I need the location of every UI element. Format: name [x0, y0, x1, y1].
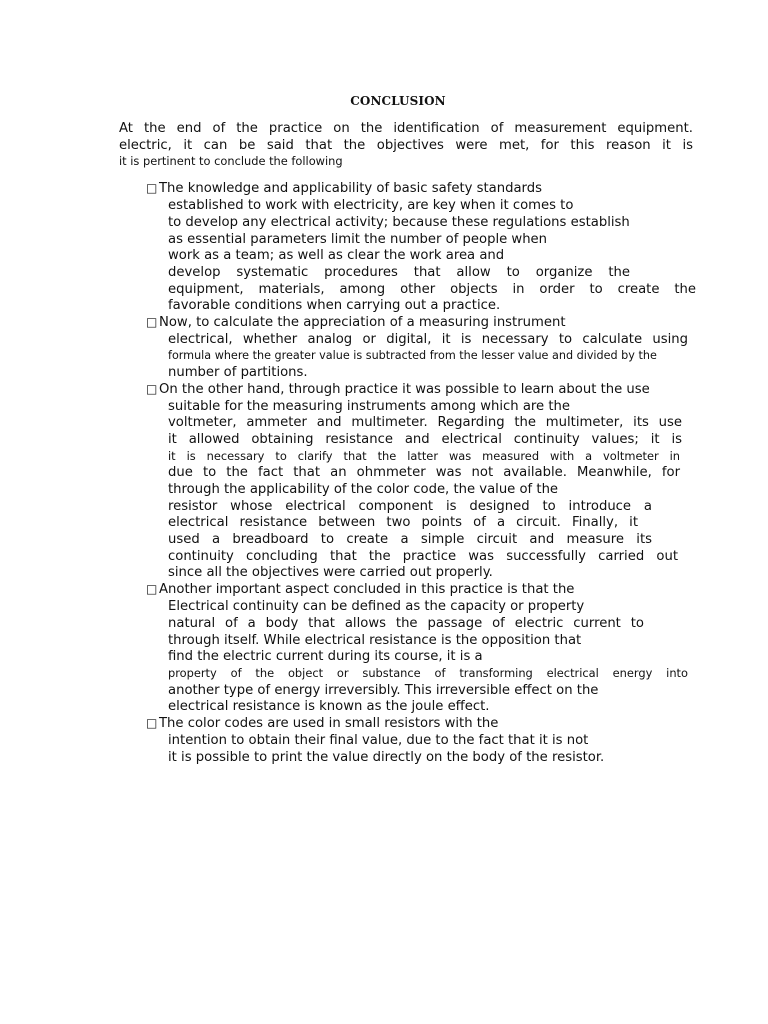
intro-line: electric, it can be said that the objectives were met, for this reason it is	[119, 138, 693, 153]
bullet-item-first-line: □ The color codes are used in small resistors with the	[146, 716, 499, 731]
bullet-item-line: due to the fact that an ohmmeter was not available. Meanwhile, for	[168, 465, 680, 480]
bullet-item-first-line: □ Now, to calculate the appreciation of a measuring instrument	[146, 315, 566, 330]
bullet-item-line: resistor whose electrical component is designed to introduce a	[168, 499, 652, 514]
bullet-item-first-line: □ Another important aspect concluded in this practice is that the	[146, 582, 575, 597]
bullet-item-line: number of partitions.	[168, 365, 308, 380]
bullet-item-line: as essential parameters limit the number of people when	[168, 232, 548, 247]
bullet-item-line: electrical, whether analog or digital, it is necessary to calculate using	[168, 332, 688, 347]
bullet-item-line: it is possible to print the value directly on the body of the resistor.	[168, 750, 605, 765]
bullet-item-line: favorable conditions when carrying out a practice.	[168, 298, 501, 313]
page-title: CONCLUSION	[350, 94, 446, 108]
bullet-item-line: formula where the greater value is subtracted from the lesser value and divided by the	[168, 349, 657, 362]
intro-line: At the end of the practice on the identification of measurement equipment.	[119, 121, 693, 136]
bullet-item-line: to develop any electrical activity; because these regulations establish	[168, 215, 630, 230]
bullet-item-line: used a breadboard to create a simple circuit and measure its	[168, 532, 652, 547]
bullet-marker-icon: □	[146, 716, 158, 730]
bullet-item-first-line: □ The knowledge and applicability of basic safety standards	[146, 181, 542, 196]
bullet-item-line: since all the objectives were carried out properly.	[168, 565, 493, 580]
bullet-item-line: another type of energy irreversibly. This irreversible effect on the	[168, 683, 599, 698]
bullet-marker-icon: □	[146, 582, 158, 596]
bullet-item-line: property of the object or substance of transforming electrical energy into	[168, 666, 688, 680]
bullet-item-line: electrical resistance between two points of a circuit. Finally, it	[168, 515, 638, 530]
intro-line: it is pertinent to conclude the following	[119, 154, 343, 168]
bullet-item-first-line: □ On the other hand, through practice it was possible to learn about the use	[146, 382, 650, 397]
bullet-marker-icon: □	[146, 382, 158, 396]
bullet-item-line: Electrical continuity can be defined as the capacity or property	[168, 599, 585, 614]
bullet-item-line: continuity concluding that the practice was successfully carried out	[168, 549, 678, 564]
bullet-item-line: develop systematic procedures that allow to organize the	[168, 265, 630, 280]
bullet-item-line: voltmeter, ammeter and multimeter. Regarding the multimeter, its use	[168, 415, 682, 430]
bullet-item-line: find the electric current during its course, it is a	[168, 649, 483, 664]
bullet-marker-icon: □	[146, 181, 158, 195]
bullet-marker-icon: □	[146, 315, 158, 329]
bullet-item-line: it allowed obtaining resistance and electrical continuity values; it is	[168, 432, 682, 447]
bullet-item-line: established to work with electricity, are key when it comes to	[168, 198, 574, 213]
bullet-item-line: work as a team; as well as clear the work area and	[168, 248, 505, 263]
bullet-item-line: it is necessary to clarify that the latter was measured with a voltmeter in	[168, 449, 680, 463]
bullet-item-line: equipment, materials, among other objects in order to create the	[168, 282, 696, 297]
bullet-item-line: through itself. While electrical resistance is the opposition that	[168, 633, 582, 648]
bullet-item-line: electrical resistance is known as the joule effect.	[168, 699, 490, 714]
bullet-item-line: through the applicability of the color code, the value of the	[168, 482, 559, 497]
bullet-item-line: intention to obtain their final value, due to the fact that it is not	[168, 733, 589, 748]
bullet-item-line: suitable for the measuring instruments among which are the	[168, 399, 570, 414]
bullet-item-line: natural of a body that allows the passage of electric current to	[168, 616, 644, 631]
